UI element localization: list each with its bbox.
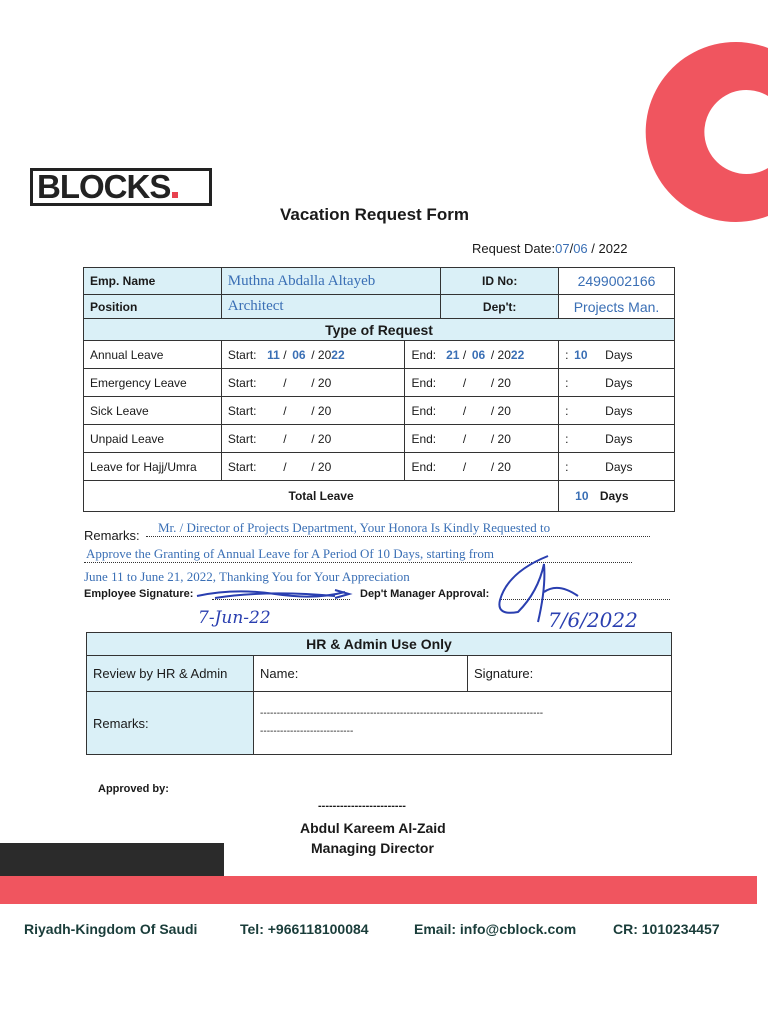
end-year-prefix: 20: [497, 375, 511, 390]
total-leave-cell: [559, 481, 675, 512]
total-leave-label: Total Leave: [84, 481, 559, 512]
start-label: Start:: [227, 459, 257, 474]
accent-footer-bar: [0, 876, 757, 904]
decorative-arc: [560, 40, 768, 230]
hr-remarks-dash-1: -------------------------------------------------------------------------------------: [260, 708, 544, 719]
days-colon: :: [565, 375, 569, 390]
days-colon: :: [565, 403, 569, 418]
leave-type: Sick Leave: [84, 397, 222, 425]
start-day: 11: [267, 347, 280, 362]
leave-start: Start: / / 20: [221, 397, 405, 425]
leave-days: [559, 453, 675, 481]
days-unit: Days: [605, 403, 633, 418]
start-label: Start:: [227, 431, 257, 446]
leave-row: [84, 341, 675, 369]
leave-days: [559, 425, 675, 453]
leave-end: End: / / 20: [405, 425, 559, 453]
days-unit: Days: [605, 375, 633, 390]
signatory-name: Abdul Kareem Al-Zaid: [300, 820, 446, 836]
employee-sign-date: 7-Jun-22: [198, 608, 271, 628]
end-year-suffix: 22: [510, 347, 525, 362]
emp-name-value: Muthna Abdalla Altayeb: [221, 268, 441, 295]
start-year-prefix: 20: [317, 403, 332, 418]
leave-type: Annual Leave: [84, 341, 222, 369]
hr-header: HR & Admin Use Only: [87, 633, 672, 656]
remarks-label: Remarks:: [84, 528, 140, 543]
start-label: Start:: [227, 347, 257, 362]
end-year-prefix: 20: [497, 459, 511, 474]
employee-signature-scribble: [195, 584, 355, 604]
footer-tel: Tel: +966118100084: [240, 921, 369, 937]
hr-signature-label: Signature:: [468, 656, 672, 692]
end-label: End:: [411, 403, 437, 418]
footer-cr: CR: 1010234457: [613, 921, 720, 937]
leave-days: [559, 369, 675, 397]
hr-table: [86, 632, 672, 755]
end-year-prefix: 20: [497, 431, 511, 446]
days-unit: Days: [605, 347, 633, 362]
leave-row: [84, 425, 675, 453]
remarks-line-1: Mr. / Director of Projects Department, Your Honora Is Kindly Requested to: [146, 520, 650, 537]
signatory-title: Managing Director: [311, 840, 434, 856]
days-unit: Days: [605, 431, 633, 446]
total-leave-unit: Days: [599, 489, 629, 503]
dept-manager-label: Dep't Manager Approval:: [360, 588, 490, 600]
leave-row: [84, 369, 675, 397]
days-value: 10: [574, 347, 588, 362]
type-of-request-header: Type of Request: [84, 319, 675, 341]
company-logo: BLOCKS: [30, 168, 212, 206]
leave-days: [559, 341, 675, 369]
leave-type: Emergency Leave: [84, 369, 222, 397]
end-label: End:: [411, 431, 437, 446]
signatory-line: ------------------------: [318, 800, 406, 812]
end-month: 06: [471, 347, 486, 362]
emp-name-label: Emp. Name: [84, 268, 222, 295]
hr-remarks-dash-2: ----------------------------: [260, 726, 354, 737]
position-label: Position: [84, 295, 222, 319]
leave-days: [559, 397, 675, 425]
start-month: 06: [292, 347, 306, 362]
start-year-prefix: 20: [317, 375, 332, 390]
leave-end: End: / / 20: [405, 369, 559, 397]
end-day: 21: [446, 347, 460, 362]
end-year-prefix: 20: [497, 403, 511, 418]
remarks-line-2: Approve the Granting of Annual Leave for A Period Of 10 Days, starting from: [84, 546, 632, 563]
hr-remarks-label: Remarks:: [87, 692, 254, 755]
start-year-prefix: 20: [317, 431, 332, 446]
request-date: Request Date:07/06 / 2022: [472, 241, 628, 256]
form-title: Vacation Request Form: [280, 205, 469, 224]
leave-start: Start: / / 20: [221, 425, 405, 453]
start-label: Start:: [227, 403, 257, 418]
remarks-line-3: June 11 to June 21, 2022, Thanking You for Your Appreciation: [84, 569, 410, 584]
leave-start: Start: 11 / 06 / 2022: [221, 341, 405, 369]
dark-footer-bar: [0, 843, 224, 876]
leave-end: End: / / 20: [405, 397, 559, 425]
end-year-prefix: 20: [497, 347, 511, 362]
employee-signature-label: Employee Signature:: [84, 588, 194, 600]
leave-end: End: / / 20: [405, 453, 559, 481]
start-label: Start:: [227, 375, 257, 390]
id-value: 2499002166: [559, 268, 675, 295]
request-date-year: 2022: [598, 241, 628, 256]
dept-value: Projects Man.: [559, 295, 675, 319]
leave-start: Start: / / 20: [221, 369, 405, 397]
leave-start: Start: / / 20: [221, 453, 405, 481]
leave-row: [84, 397, 675, 425]
days-colon: :: [565, 431, 569, 446]
hr-review-label: Review by HR & Admin: [87, 656, 254, 692]
end-label: End:: [411, 375, 437, 390]
total-leave-value: 10: [575, 489, 589, 503]
request-date-label: Request Date:: [472, 241, 556, 256]
leave-type: Leave for Hajj/Umra: [84, 453, 222, 481]
manager-sign-date: 7/6/2022: [548, 608, 638, 632]
request-date-day: 07: [555, 241, 570, 256]
leave-table: [83, 340, 675, 512]
start-year-prefix: 20: [317, 347, 332, 362]
footer-email: Email: info@cblock.com: [414, 921, 577, 937]
leave-type: Unpaid Leave: [84, 425, 222, 453]
start-year-prefix: 20: [317, 459, 332, 474]
end-label: End:: [411, 347, 437, 362]
hr-remarks-field: [254, 692, 672, 755]
days-unit: Days: [605, 459, 633, 474]
id-label: ID No:: [441, 268, 559, 295]
days-colon: :: [565, 459, 569, 474]
hr-name-label: Name:: [254, 656, 468, 692]
request-date-month: 06: [573, 241, 588, 256]
footer-address: Riyadh-Kingdom Of Saudi: [24, 921, 198, 937]
leave-row: [84, 453, 675, 481]
dept-label: Dep't:: [441, 295, 559, 319]
approved-by: Approved by:: [98, 783, 169, 795]
start-year-suffix: 22: [331, 347, 345, 362]
position-value: Architect: [221, 295, 441, 319]
end-label: End:: [411, 459, 437, 474]
leave-end: End: 21 / 06 / 2022: [405, 341, 559, 369]
request-table: [83, 267, 675, 341]
days-colon: :: [565, 347, 569, 362]
